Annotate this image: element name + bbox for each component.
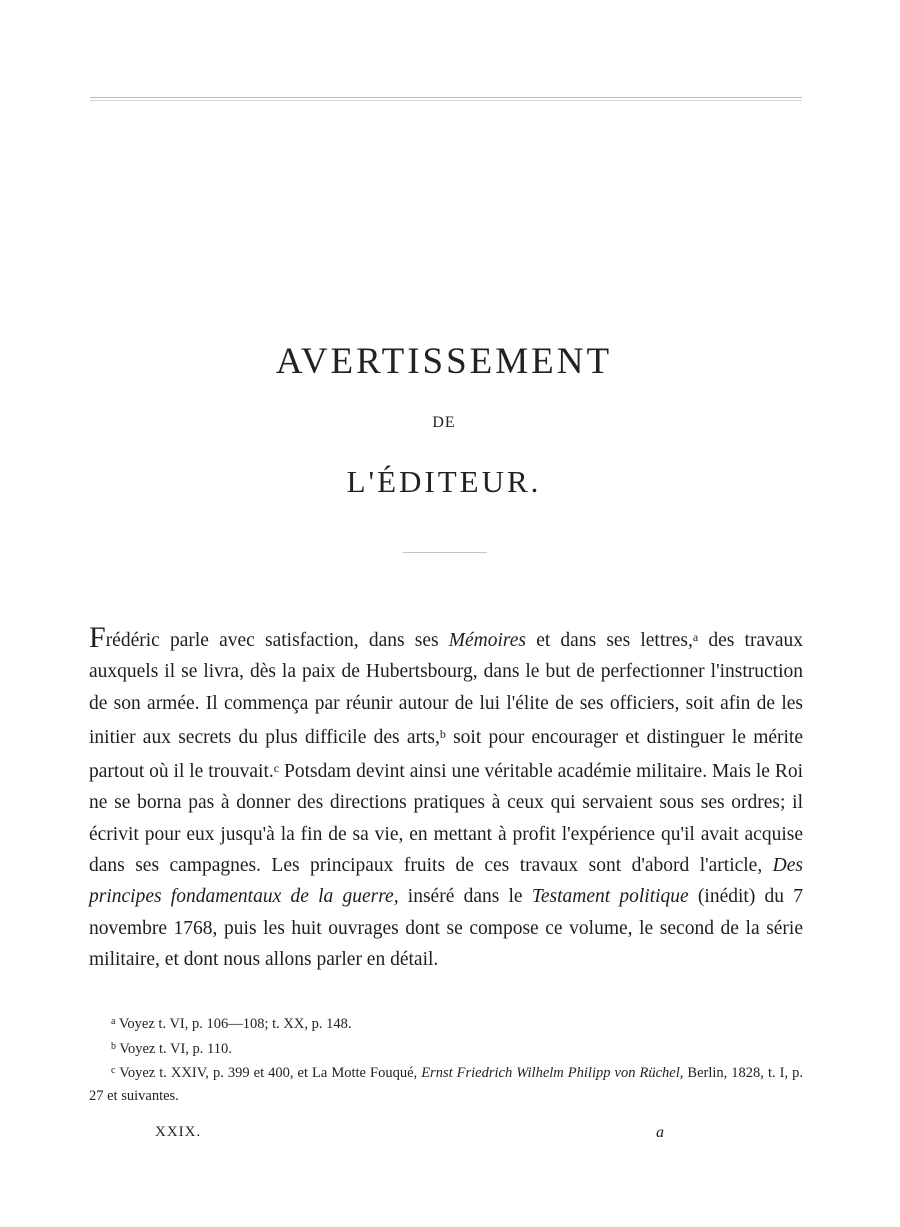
footnote-text: Voyez t. VI, p. 106—108; t. XX, p. 148. [118, 1016, 352, 1032]
dropcap: F [89, 621, 106, 654]
page-title: AVERTISSEMENT [275, 341, 613, 382]
page-folio: XXIX. [155, 1124, 202, 1140]
footnote-c [89, 1060, 803, 1107]
footnotes [89, 1011, 803, 1107]
body-text-segment: et dans ses lettres, [526, 630, 693, 651]
footnote-ref-b[interactable]: b [439, 726, 446, 741]
body-text-segment: soit pour encourager et distinguer le mérite partout où il le trouvait. [89, 726, 803, 783]
page-subtitle: L'ÉDITEUR. [346, 464, 542, 499]
body-text-segment: Potsdam devint ainsi une véritable académie militaire. Mais le Roi ne se borna pas à donner des directions pratiques à ceux qui servaient sous ses ordres; il écrivit pour eux jusqu'à la fin de sa vie, en mettant à profit l'expérience qu'il avait acquise dans ses campagnes. Les principaux fruits de ces travaux sont d'abord l'article, [89, 761, 804, 877]
footnote-mark: b [111, 1040, 116, 1052]
footnote-text: Voyez t. VI, p. 110. [119, 1040, 232, 1057]
body-text-segment: des travaux auxquels il se livra, dès la paix de Hubertsbourg, dans le but de perfectionner l'instruction de son armée. Il commença par réunir autour de lui l'élite de ses officiers, soit afin de les initier aux secrets du plus difficile des arts, [89, 630, 804, 748]
footnote-ref-a[interactable]: a [692, 630, 699, 644]
footnote-b [89, 1036, 803, 1061]
section-divider [403, 552, 487, 553]
body-text-segment: rédéric parle avec satisfaction, dans ses [105, 630, 449, 651]
footnote-a [89, 1011, 803, 1036]
work-title-testament: Testament politique [531, 886, 689, 908]
footnote-mark: a [111, 1016, 116, 1027]
body-text-segment: inséré dans le [398, 886, 532, 908]
footnote-text: Berlin, 1828, t. I, p. 27 et suivantes. [89, 1065, 804, 1104]
header-rule [90, 97, 802, 101]
work-title-memoires: Mémoires [448, 630, 527, 651]
footnote-mark: c [111, 1065, 116, 1076]
footnote-text: Voyez t. XXIV, p. 399 et 400, et La Motte Fouqué, [119, 1065, 422, 1081]
work-title-principes: Des principes fondamentaux de la guerre, [89, 855, 803, 908]
body-paragraph [89, 622, 803, 975]
title-connector: DE [432, 414, 456, 431]
footnote-work-title: Ernst Friedrich Wilhelm Philipp von Rüchel, [421, 1065, 684, 1081]
signature-mark: a [656, 1124, 664, 1141]
footnote-ref-c[interactable]: c [273, 761, 280, 776]
body-text-segment: (inédit) du 7 novembre 1768, puis les huit ouvrages dont se compose ce volume, le second de la série militaire, et dont nous allons parler en détail. [89, 886, 803, 970]
